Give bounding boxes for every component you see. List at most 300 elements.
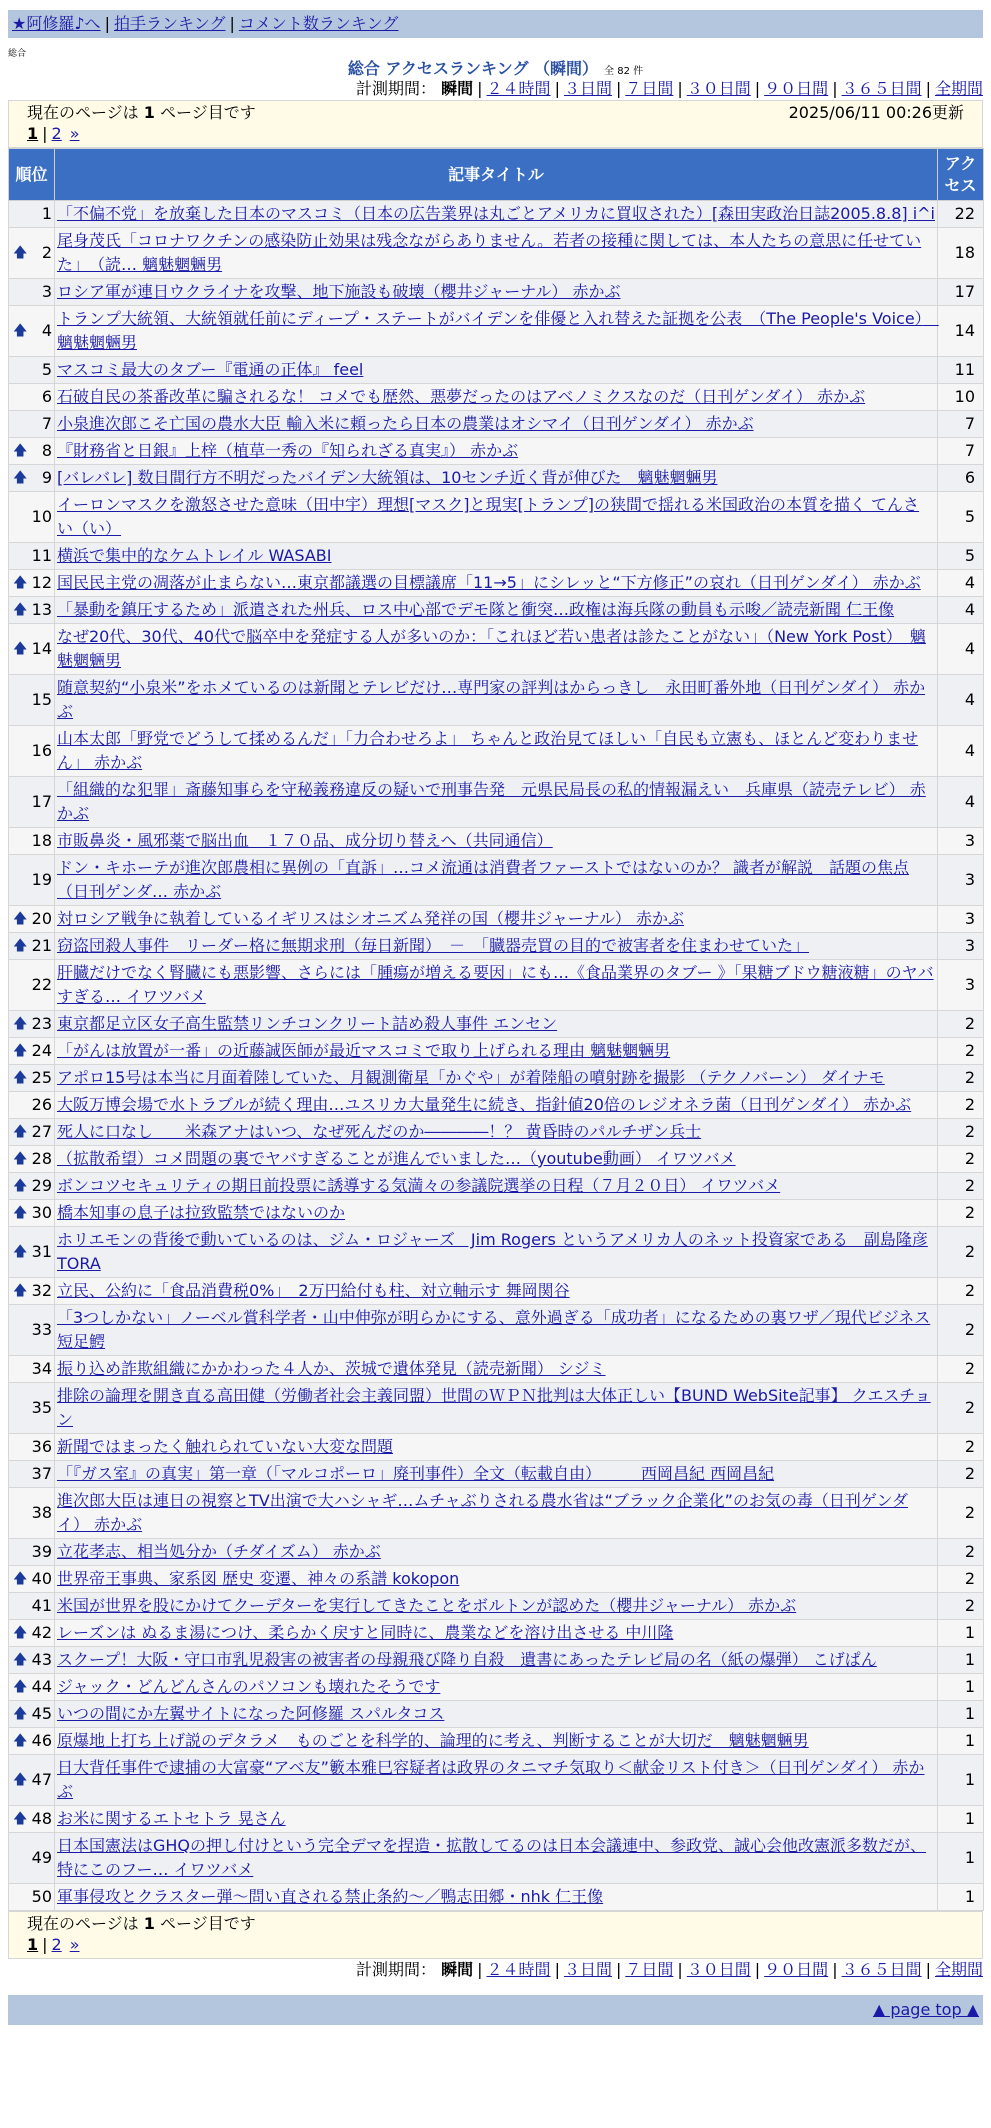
table-row [9, 1539, 984, 1566]
rank-up-arrow-icon: 🡅 [13, 443, 28, 459]
access-count: 4 [938, 675, 984, 726]
article-link[interactable]: 進次郎大臣は連日の視察とTV出演で大ハシャギ…ムチャぶりされる農水省は“ブラック企業化”のお気の毒（日刊ゲンダイ） 赤かぶ [57, 1491, 908, 1534]
table-row [9, 1065, 984, 1092]
article-link[interactable]: アポロ15号は本当に月面着陸していた、月観測衛星「かぐや」が着陸船の噴射跡を撮影 （テクノバーン） ダイナモ [57, 1068, 885, 1087]
rank-cell [9, 1593, 55, 1620]
rank-cell [9, 570, 55, 597]
article-link[interactable]: 市販鼻炎・風邪薬で脳出血 １７０品、成分切り替えへ（共同通信） [57, 831, 553, 850]
article-link[interactable]: 新聞ではまったく触れられていない大変な問題 [57, 1437, 394, 1456]
table-row [9, 624, 984, 675]
title-cell [55, 1539, 938, 1566]
title-cell [55, 1806, 938, 1833]
access-count: 2 [938, 1305, 984, 1356]
article-link[interactable]: いつの間にか左翼サイトになった阿修羅 スパルタコス [57, 1704, 445, 1723]
rank-number: 11 [31, 546, 52, 565]
rank-number: 10 [31, 507, 52, 526]
table-row [9, 1119, 984, 1146]
article-link[interactable]: 『財務省と日銀』上梓（植草一秀の『知られざる真実』） 赤かぶ [57, 441, 519, 460]
access-count: 4 [938, 777, 984, 828]
table-row [9, 1566, 984, 1593]
title-cell [55, 1383, 938, 1434]
table-row [9, 1011, 984, 1038]
access-count: 7 [938, 411, 984, 438]
access-count: 2 [938, 1356, 984, 1383]
table-row [9, 228, 984, 279]
rank-number: 35 [31, 1398, 52, 1417]
home-link[interactable]: ★阿修羅♪へ [12, 14, 101, 33]
rank-cell [9, 1173, 55, 1200]
table-row [9, 1620, 984, 1647]
rank-cell [9, 597, 55, 624]
rank-cell [9, 777, 55, 828]
rank-cell [9, 465, 55, 492]
title-cell [55, 933, 938, 960]
access-count: 1 [938, 1674, 984, 1701]
table-row [9, 1674, 984, 1701]
article-link[interactable]: 山本太郎「野党でどうして揉めるんだ」「力合わせろよ」 ちゃんと政治見てほしい「自民も立憲も、ほとんど変わりません」 赤かぶ [57, 729, 919, 772]
article-link[interactable]: 東京都足立区女子高生監禁リンチコンクリート詰め殺人事件 エンセン [57, 1014, 558, 1033]
article-link[interactable]: 肝臓だけでなく腎臓にも悪影響、さらには「腫瘍が増える要因」にも…《食品業界のタブー 》「果糖ブドウ糖液糖」のヤバすぎる… イワツバメ [57, 963, 934, 1006]
rank-cell [9, 306, 55, 357]
rank-number: 18 [31, 831, 52, 850]
article-link[interactable]: 日本国憲法はGHQの押し付けという完全デマを捏造・拡散してるのは日本会議連中、参政党、誠心会他改憲派多数だが、特にこのフー… イワツバメ [57, 1836, 927, 1879]
rank-number: 6 [41, 387, 52, 406]
period-link-24h[interactable]: ２４時間 [486, 79, 551, 98]
article-link[interactable]: 橋本知事の息子は拉致監禁ではないのか [57, 1203, 346, 1222]
title-cell [55, 1833, 938, 1884]
rank-cell [9, 1755, 55, 1806]
title-cell [55, 1356, 938, 1383]
access-count: 2 [938, 1566, 984, 1593]
rank-up-arrow-icon: 🡅 [13, 1043, 28, 1059]
access-count: 2 [938, 1539, 984, 1566]
rank-up-arrow-icon: 🡅 [13, 1652, 28, 1668]
title-cell [55, 1011, 938, 1038]
table-row [9, 1305, 984, 1356]
article-link[interactable]: マスコミ最大のタブー『電通の正体』 feel [57, 360, 364, 379]
article-link[interactable]: 軍事侵攻とクラスター弾〜問い直される禁止条約〜／鴨志田郷・nhk 仁王像 [57, 1887, 604, 1906]
article-link[interactable]: 石破自民の茶番改革に騙されるな！ コメでも歴然、悪夢だったのはアベノミクスなのだ（日刊ゲンダイ） 赤かぶ [57, 387, 866, 406]
table-row [9, 1833, 984, 1884]
rank-cell [9, 1356, 55, 1383]
access-count: 5 [938, 543, 984, 570]
rank-number: 21 [31, 936, 52, 955]
article-link[interactable]: 「『ガス室』の真実」第一章（「マルコポーロ」廃刊事件）全文（転載自由） 西岡昌紀 西岡昌紀 [57, 1464, 775, 1483]
table-row [9, 1728, 984, 1755]
article-link[interactable]: 小泉進次郎こそ亡国の農水大臣 輸入米に頼ったら日本の農業はオシマイ（日刊ゲンダイ） 赤かぶ [57, 414, 754, 433]
access-count: 2 [938, 1146, 984, 1173]
title-cell [55, 906, 938, 933]
title-cell [55, 1065, 938, 1092]
table-row [9, 543, 984, 570]
rank-cell [9, 1620, 55, 1647]
table-row [9, 675, 984, 726]
rank-up-arrow-icon: 🡅 [13, 1205, 28, 1221]
rank-number: 9 [41, 468, 52, 487]
access-count: 1 [938, 1647, 984, 1674]
article-link[interactable]: 対ロシア戦争に執着しているイギリスはシオニズム発祥の国（櫻井ジャーナル） 赤かぶ [57, 909, 685, 928]
article-link[interactable]: 「組織的な犯罪」斎藤知事らを守秘義務違反の疑いで刑事告発 元県民局長の私的情報漏えい 兵庫県（読売テレビ） 赤かぶ [57, 780, 926, 823]
title-cell [55, 306, 938, 357]
rank-cell [9, 675, 55, 726]
access-count: 1 [938, 1755, 984, 1806]
rank-number: 7 [41, 414, 52, 433]
table-row [9, 279, 984, 306]
rank-number: 47 [31, 1770, 52, 1789]
next-page-link[interactable]: » [69, 124, 80, 143]
title-cell [55, 570, 938, 597]
page-link-2[interactable]: 2 [51, 124, 62, 143]
article-link[interactable]: トランプ大統領、大統領就任前にディープ・ステートがバイデンを俳優と入れ替えた証拠を公表 （The People's Voice） 魑魅魍魎男 [57, 309, 939, 352]
period-link-7d[interactable]: ７日間 [625, 79, 674, 98]
page-top-link[interactable]: ▲ page top ▲ [872, 2000, 979, 2019]
title-cell [55, 279, 938, 306]
title-cell [55, 624, 938, 675]
nav-separator: | [104, 14, 110, 33]
rank-cell [9, 357, 55, 384]
footer-bar [8, 1995, 983, 2025]
rank-up-arrow-icon: 🡅 [13, 1571, 28, 1587]
access-count: 1 [938, 1833, 984, 1884]
next-page-link-bottom[interactable]: » [69, 1935, 80, 1954]
title-cell [55, 411, 938, 438]
table-row [9, 777, 984, 828]
period-link-30d[interactable]: ３０日間 [686, 79, 751, 98]
title-cell [55, 465, 938, 492]
rank-number: 12 [31, 573, 52, 592]
title-cell [55, 1092, 938, 1119]
access-count: 1 [938, 1806, 984, 1833]
table-row [9, 357, 984, 384]
rank-up-arrow-icon: 🡅 [13, 1679, 28, 1695]
title-cell [55, 1278, 938, 1305]
rank-number: 34 [31, 1359, 52, 1378]
article-link[interactable]: 「3つしかない」ノーベル賞科学者・山中伸弥が明らかにする、意外過ぎる「成功者」になるための裏ワザ／現代ビジネス 短足鰐 [57, 1308, 931, 1351]
title-cell [55, 855, 938, 906]
rank-cell [9, 1227, 55, 1278]
article-link[interactable]: 排除の論理を開き直る高田健（労働者社会主義同盟）世間のＷＰＮ批判は大体正しい【BUND WebSite記事】 クエスチョン [57, 1386, 931, 1429]
rank-cell [9, 1674, 55, 1701]
table-row [9, 1200, 984, 1227]
rank-up-arrow-icon: 🡅 [13, 1178, 28, 1194]
access-count: 2 [938, 1488, 984, 1539]
period-current: 瞬間 [441, 79, 474, 98]
rank-number: 15 [31, 690, 52, 709]
rank-cell [9, 933, 55, 960]
access-count: 11 [938, 357, 984, 384]
period-link-all-bottom[interactable]: 全期間 [934, 1960, 983, 1979]
period-selector-bottom: 計測期間： 瞬間 | ２４時間 | ３日間 | ７日間 | ３０日間 | ９０日間 | ３６５日間 | 全期間 [356, 1960, 983, 1979]
rank-up-arrow-icon: 🡅 [13, 1706, 28, 1722]
access-count: 2 [938, 1011, 984, 1038]
access-count: 2 [938, 1461, 984, 1488]
table-row [9, 411, 984, 438]
rank-number: 40 [31, 1569, 52, 1588]
article-link[interactable]: 尾身茂氏「コロナワクチンの感染防止効果は残念ながらありません。若者の接種に関しては、本人たちの意思に任せていた」 （読… 魑魅魍魎男 [57, 231, 922, 274]
rank-number: 23 [31, 1014, 52, 1033]
table-row [9, 1092, 984, 1119]
rank-number: 26 [31, 1095, 52, 1114]
table-row [9, 933, 984, 960]
article-link[interactable]: 死人に口なし 米森アナはいつ、なぜ死んだのか――――！？ 黄昏時のパルチザン兵士 [57, 1122, 702, 1141]
period-link-3d-bottom[interactable]: ３日間 [563, 1960, 612, 1979]
access-count: 7 [938, 438, 984, 465]
title-cell [55, 1728, 938, 1755]
title-cell [55, 1434, 938, 1461]
title-cell [55, 543, 938, 570]
rank-number: 13 [31, 600, 52, 619]
access-count: 2 [938, 1434, 984, 1461]
article-link[interactable]: 「暴動を鎮圧するため」派遣された州兵、ロス中心部でデモ隊と衝突…政権は海兵隊の動員も示唆／読売新聞 仁王像 [57, 600, 895, 619]
rank-number: 19 [31, 870, 52, 889]
title-cell [55, 1674, 938, 1701]
rank-cell [9, 1461, 55, 1488]
access-count: 10 [938, 384, 984, 411]
access-count: 2 [938, 1200, 984, 1227]
access-count: 2 [938, 1173, 984, 1200]
title-cell [55, 1227, 938, 1278]
access-count: 3 [938, 906, 984, 933]
rank-cell [9, 960, 55, 1011]
rank-number: 49 [31, 1848, 52, 1867]
rank-number: 14 [31, 639, 52, 658]
article-link[interactable]: 横浜で集中的なケムトレイル WASABI [57, 546, 332, 565]
rank-up-arrow-icon: 🡅 [13, 602, 28, 618]
article-link[interactable]: 国民民主党の凋落が止まらない…東京都議選の目標議席「11→5」にシレッと“下方修正”の哀れ（日刊ゲンダイ） 赤かぶ [57, 573, 921, 592]
table-row [9, 492, 984, 543]
rank-up-arrow-icon: 🡅 [13, 1733, 28, 1749]
updated-timestamp: 2025/06/11 00:26更新 [788, 103, 964, 122]
title-cell [55, 357, 938, 384]
article-link[interactable]: 米国が世界を股にかけてクーデターを実行してきたことをボルトンが認めた（櫻井ジャーナル） 赤かぶ [57, 1596, 797, 1615]
rank-number: 29 [31, 1176, 52, 1195]
rank-number: 50 [31, 1887, 52, 1906]
header-count: アクセス [938, 149, 984, 201]
rank-number: 45 [31, 1704, 52, 1723]
period-link-3d[interactable]: ３日間 [563, 79, 612, 98]
title-cell [55, 228, 938, 279]
title-cell [55, 1173, 938, 1200]
table-row [9, 855, 984, 906]
page-title-row [8, 60, 983, 78]
access-count: 3 [938, 828, 984, 855]
rank-cell [9, 201, 55, 228]
comment-ranking-link[interactable]: コメント数ランキング [238, 14, 399, 33]
rank-number: 4 [41, 321, 52, 340]
rank-cell [9, 906, 55, 933]
table-row [9, 1647, 984, 1674]
article-link[interactable]: 窃盗団殺人事件 リーダー格に無期求刑（毎日新聞） － 「臓器売買の目的で被害者を住まわせていた」 [57, 936, 810, 955]
rank-cell [9, 1065, 55, 1092]
rank-cell [9, 1200, 55, 1227]
title-cell [55, 597, 938, 624]
rank-number: 38 [31, 1503, 52, 1522]
table-row [9, 1701, 984, 1728]
rank-cell [9, 828, 55, 855]
pager-top: 現在のページは 1 ページ目です 2025/06/11 00:26更新 1 | 2 » [8, 100, 983, 148]
article-link[interactable]: （拡散希望）コメ問題の裏でヤバすぎることが進んでいました…（youtube動画） イワツバメ [57, 1149, 736, 1168]
article-link[interactable]: 原爆地上打ち上げ説のデタラメ ものごとを科学的、論理的に考え、判断することが大切だ 魑魅魍魎男 [57, 1731, 809, 1750]
pager-bottom: 現在のページは 1 ページ目です 1 | 2 » [8, 1911, 983, 1959]
access-count: 2 [938, 1038, 984, 1065]
article-link[interactable]: イーロンマスクを激怒させた意味（田中宇）理想[マスク]と現実[トランプ]の狭間で揺れる米国政治の本質を描く てんさい（い） [57, 495, 920, 538]
rank-cell [9, 1278, 55, 1305]
rank-up-arrow-icon: 🡅 [13, 1151, 28, 1167]
title-cell [55, 1620, 938, 1647]
title-cell [55, 201, 938, 228]
title-cell [55, 1146, 938, 1173]
rank-cell [9, 1119, 55, 1146]
rank-cell [9, 1383, 55, 1434]
article-link[interactable]: お米に関するエトセトラ 晃さん [57, 1809, 286, 1828]
table-row [9, 570, 984, 597]
page-link-2-bottom[interactable]: 2 [51, 1935, 62, 1954]
rank-up-arrow-icon: 🡅 [13, 575, 28, 591]
rank-cell [9, 1647, 55, 1674]
access-count: 2 [938, 1383, 984, 1434]
clap-ranking-link[interactable]: 拍手ランキング [113, 14, 226, 33]
title-cell [55, 675, 938, 726]
article-link[interactable]: 大阪万博会場で水トラブルが続く理由…ユスリカ大量発生に続き、指針値20倍のレジオネラ菌（日刊ゲンダイ） 赤かぶ [57, 1095, 912, 1114]
rank-up-arrow-icon: 🡅 [13, 1016, 28, 1032]
current-page-text-bottom: 現在のページは 1 ページ目です [27, 1914, 256, 1933]
access-count: 4 [938, 570, 984, 597]
table-row [9, 906, 984, 933]
period-link-all[interactable]: 全期間 [934, 79, 983, 98]
article-link[interactable]: ドン・キホーテが進次郎農相に異例の「直訴」…コメ流通は消費者ファーストではないのか？ 識者が解説 話題の焦点（日刊ゲンダ… 赤かぶ [57, 858, 909, 901]
article-link[interactable]: 日大背任事件で逮捕の大富豪“アベ友”籔本雅巳容疑者は政界のタニマチ気取り＜献金リスト付き＞（日刊ゲンダイ） 赤かぶ [57, 1758, 925, 1801]
rank-cell [9, 1833, 55, 1884]
rank-number: 8 [41, 441, 52, 460]
access-count: 4 [938, 726, 984, 777]
table-row [9, 726, 984, 777]
section-label: 総合 [8, 49, 27, 59]
rank-up-arrow-icon: 🡅 [13, 1070, 28, 1086]
article-link[interactable]: ボンコツセキュリティの期日前投票に誘導する気満々の参議院選挙の日程（７月２０日） イワツバメ [57, 1176, 781, 1195]
rank-up-arrow-icon: 🡅 [13, 1244, 28, 1260]
rank-number: 33 [31, 1320, 52, 1339]
rank-number: 24 [31, 1041, 52, 1060]
rank-cell [9, 438, 55, 465]
period-link-90d[interactable]: ９０日間 [764, 79, 829, 98]
period-link-30d-bottom[interactable]: ３０日間 [686, 1960, 751, 1979]
title-cell [55, 1647, 938, 1674]
access-count: 18 [938, 228, 984, 279]
header-title: 記事タイトル [55, 149, 938, 201]
access-count: 4 [938, 597, 984, 624]
rank-number: 37 [31, 1464, 52, 1483]
rank-number: 25 [31, 1068, 52, 1087]
rank-number: 46 [31, 1731, 52, 1750]
title-cell [55, 384, 938, 411]
rank-number: 2 [41, 243, 52, 262]
rank-up-arrow-icon: 🡅 [13, 911, 28, 927]
title-cell [55, 438, 938, 465]
rank-cell [9, 1092, 55, 1119]
rank-cell [9, 384, 55, 411]
access-count: 3 [938, 933, 984, 960]
access-count: 2 [938, 1227, 984, 1278]
rank-cell [9, 228, 55, 279]
article-link[interactable]: [バレバレ] 数日間行方不明だったバイデン大統領は、10センチ近く背が伸びた 魑魅魍魎男 [57, 468, 718, 487]
article-link[interactable]: 立花孝志、相当処分か（チダイズム） 赤かぶ [57, 1542, 381, 1561]
table-row [9, 1593, 984, 1620]
access-count: 17 [938, 279, 984, 306]
rank-number: 28 [31, 1149, 52, 1168]
period-link-365d-bottom[interactable]: ３６５日間 [841, 1960, 922, 1979]
article-link[interactable]: 随意契約“小泉米”をホメているのは新聞とテレビだけ…専門家の評判はからっきし 永田町番外地（日刊ゲンダイ） 赤かぶ [57, 678, 926, 721]
access-count: 22 [938, 201, 984, 228]
table-row [9, 384, 984, 411]
top-nav [8, 10, 983, 38]
article-link[interactable]: ジャック・どんどんさんのパソコンも壊れたそうです [57, 1677, 441, 1696]
rank-cell [9, 1539, 55, 1566]
article-link[interactable]: 振り込め詐欺組織にかかわった４人か、茨城で遺体発見（読売新聞） シジミ [57, 1359, 606, 1378]
period-link-24h-bottom[interactable]: ２４時間 [486, 1960, 551, 1979]
rank-number: 39 [31, 1542, 52, 1561]
rank-number: 16 [31, 741, 52, 760]
rank-cell [9, 1566, 55, 1593]
access-count: 1 [938, 1620, 984, 1647]
rank-number: 20 [31, 909, 52, 928]
article-link[interactable]: ホリエモンの背後で動いているのは、ジム・ロジャーズ Jim Rogers というアメリカ人のネット投資家である 副島隆彦 TORA [57, 1230, 928, 1273]
table-row [9, 1461, 984, 1488]
rank-number: 42 [31, 1623, 52, 1642]
title-cell [55, 1884, 938, 1911]
rank-cell [9, 1434, 55, 1461]
article-link[interactable]: 「不偏不党」を放棄した日本のマスコミ（日本の広告業界は丸ごとアメリカに買収された）[森田実政治日誌2005.8.8] i^i [57, 204, 935, 223]
rank-cell [9, 1011, 55, 1038]
rank-number: 3 [41, 282, 52, 301]
title-cell [55, 1200, 938, 1227]
period-label: 計測期間： [356, 79, 437, 98]
rank-up-arrow-icon: 🡅 [13, 1283, 28, 1299]
rank-up-arrow-icon: 🡅 [13, 1124, 28, 1140]
rank-up-arrow-icon: 🡅 [13, 938, 28, 954]
rank-up-arrow-icon: 🡅 [13, 245, 28, 261]
table-row [9, 1884, 984, 1911]
rank-number: 30 [31, 1203, 52, 1222]
rank-cell [9, 1488, 55, 1539]
access-count: 3 [938, 960, 984, 1011]
article-link[interactable]: 「がんは放置が一番」の近藤誠医師が最近マスコミで取り上げられる理由 魑魅魍魎男 [57, 1041, 671, 1060]
period-link-365d[interactable]: ３６５日間 [841, 79, 922, 98]
period-link-90d-bottom[interactable]: ９０日間 [764, 1960, 829, 1979]
article-link[interactable]: ロシア軍が連日ウクライナを攻撃、地下施設も破壊（櫻井ジャーナル） 赤かぶ [57, 282, 621, 301]
table-row [9, 438, 984, 465]
title-cell [55, 1593, 938, 1620]
article-link[interactable]: 立民、公約に「食品消費税0%」 2万円給付も柱、対立軸示す 舞岡関谷 [57, 1281, 570, 1300]
article-link[interactable]: スクープ！大阪・守口市乳児殺害の被害者の母親飛び降り自殺 遺書にあったテレビ局の名（紙の爆弾） こげぱん [57, 1650, 877, 1669]
table-row [9, 1173, 984, 1200]
title-cell [55, 1701, 938, 1728]
access-count: 1 [938, 1701, 984, 1728]
article-link[interactable]: 世界帝王事典、家系図 歴史 変遷、神々の系譜 kokopon [57, 1569, 460, 1588]
access-count: 5 [938, 492, 984, 543]
rank-number: 41 [31, 1596, 52, 1615]
rank-number: 44 [31, 1677, 52, 1696]
rank-cell [9, 1806, 55, 1833]
period-link-7d-bottom[interactable]: ７日間 [625, 1960, 674, 1979]
current-page-text: 現在のページは 1 ページ目です [27, 103, 256, 122]
rank-up-arrow-icon: 🡅 [13, 1811, 28, 1827]
table-row [9, 1383, 984, 1434]
title-cell [55, 1038, 938, 1065]
rank-cell [9, 1146, 55, 1173]
article-link[interactable]: なぜ20代、30代、40代で脳卒中を発症する人が多いのか：「これほど若い患者は診たことがない」（New York Post） 魑魅魍魎男 [57, 627, 926, 670]
article-link[interactable]: レーズンは ぬるま湯につけ、柔らかく戻すと同時に、農業などを溶け出させる 中川隆 [57, 1623, 674, 1642]
rank-cell [9, 543, 55, 570]
